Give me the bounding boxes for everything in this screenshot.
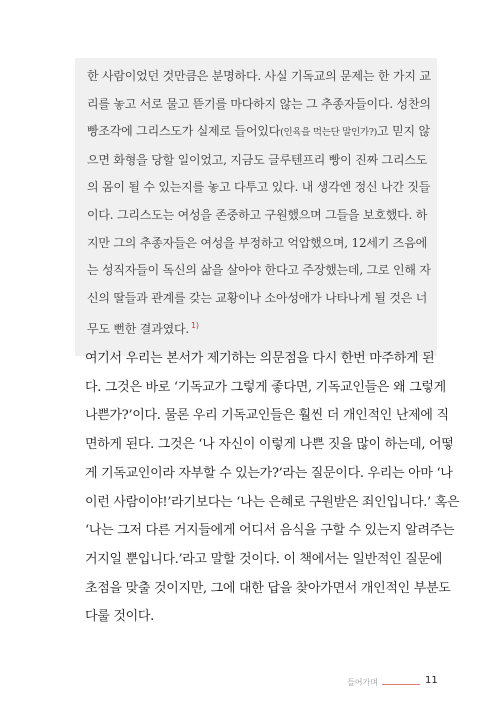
body-line: 게 기독교인이라 자부할 수 있는가?’라는 질문이다. 우리는 아마 ‘나 — [85, 465, 453, 481]
quote-parenthetical: (인육을 먹는단 말인가?) — [280, 127, 378, 139]
block-quote — [75, 58, 437, 356]
running-section-title: 들어가며 — [347, 678, 378, 687]
quote-line: 신의 딸들과 관계를 갖는 교황이나 소아성애가 나타나게 될 것은 너 — [87, 290, 428, 305]
quote-line: 의 몸이 될 수 있는지를 놓고 다투고 있다. 내 생각엔 정신 나간 짓들 — [87, 180, 431, 195]
page-footer — [0, 675, 500, 695]
quote-line: 으면 화형을 당할 일이었고, 지금도 글루텐프리 빵이 진짜 그리스도 — [87, 152, 428, 167]
quote-line-text: 빵조각에 그리스도가 실제로 들어있다 — [87, 124, 281, 139]
quote-line: 는 성직자들이 독신의 삶을 살아야 한다고 주장했는데, 그로 인해 자 — [87, 263, 431, 278]
quote-last-line-text: 무도 뻔한 결과였다. — [87, 322, 189, 337]
body-line: 여기서 우리는 본서가 제기하는 의문점을 다시 한번 마주하게 된 — [85, 351, 435, 366]
body-line: 거지일 뿐입니다.’라고 말할 것이다. 이 책에서는 일반적인 질문에 — [85, 551, 443, 567]
body-line: 나쁜가?’이다. 물론 우리 기독교인들은 훨씬 더 개인적인 난제에 직 — [85, 408, 449, 424]
page-number: 11 — [425, 675, 438, 686]
quote-line: 지만 그의 추종자들은 여성을 부정하고 억압했으며, 12세기 즈음에 — [87, 235, 427, 250]
quote-line: 한 사람이었던 것만큼은 분명하다. 사실 기독교의 문제는 한 가지 교 — [87, 69, 431, 83]
quote-line: 리를 놓고 서로 물고 뜯기를 마다하지 않는 그 추종자들이다. 성찬의 — [87, 96, 431, 111]
quote-line — [87, 118, 430, 147]
quote-line: 이다. 그리스도는 여성을 존중하고 구원했으며 그들을 보호했다. 하 — [87, 207, 428, 222]
body-line: 다. 그것은 바로 ‘기독교가 그렇게 좋다면, 기독교인들은 왜 그렇게 — [85, 379, 446, 395]
body-paragraph — [85, 345, 460, 632]
footer-rule — [382, 684, 420, 685]
quote-line-text: 고 믿지 않 — [377, 124, 430, 139]
body-line: 초점을 맞출 것이지만, 그에 대한 답을 찾아가면서 개인적인 부분도 — [85, 580, 451, 596]
footnote-reference[interactable]: 1) — [190, 321, 199, 331]
body-line: 면하게 된다. 그것은 ‘나 자신이 이렇게 나쁜 짓을 많이 하는데, 어떻 — [85, 437, 454, 453]
body-line: 이런 사람이야!’라기보다는 ‘나는 은혜로 구원받은 죄인입니다.’ 혹은 — [85, 494, 460, 510]
body-line: ‘나는 그저 다른 거지들에게 어디서 음식을 구할 수 있는지 알려주는 — [85, 523, 455, 539]
body-line: 다룰 것이다. — [85, 609, 154, 625]
quote-line — [87, 312, 424, 344]
